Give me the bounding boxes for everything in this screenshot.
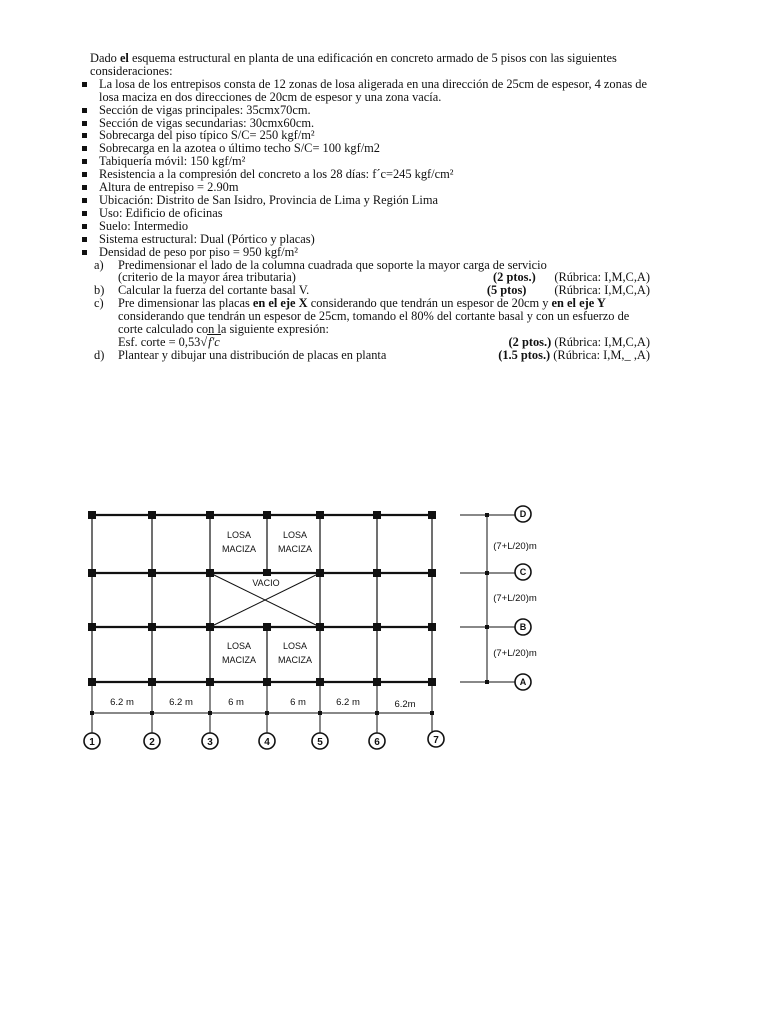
row-spacing-label: (7+L/20)m [493, 648, 537, 659]
slab-label: MACIZA [277, 655, 313, 665]
span-label: 6.2 m [336, 697, 360, 708]
column [148, 623, 156, 631]
rubric: (Rúbrica: I,M,C,A) [554, 270, 650, 285]
rubric: (Rúbrica: I,M,_ ,A) [553, 347, 650, 362]
consideration-item: Ubicación: Distrito de San Isidro, Provincia de Lima y Región Lima [80, 194, 650, 207]
question-c: c) Pre dimensionar las placas en el eje X considerando que tendrán un espesor de 20cm y en el eje Y considerando que tendrán un espesor de 25cm, tomando el 80% del cortante basal y con un esfuerzo de corte calculado con la siguiente expresión: Esf. corte = 0,53√f'c (2 ptos.) (Rúbrica: I,M,C,A) [94, 296, 650, 349]
question-a: a) Predimensionar el lado de la columna cuadrada que soporte la mayor carga de servicio (criterio de la mayor área tributaria) (2 ptos.) (Rúbrica: I,M,C,A) [94, 257, 650, 285]
span-label: 6.2 m [169, 697, 193, 708]
rubric: (Rúbrica: I,M,C,A) [554, 283, 650, 298]
dimension-tick [485, 625, 489, 629]
axis-label: C [519, 567, 527, 577]
span-label: 6.2m [394, 699, 416, 710]
slab-label: MACIZA [221, 544, 257, 554]
column [88, 623, 96, 631]
slab-label: LOSA [226, 641, 252, 651]
question-b: b) Calcular la fuerza del cortante basal V. (5 ptos) (Rúbrica: I,M,C,A) [94, 283, 650, 298]
span-dimension [90, 697, 434, 715]
consideration-item: Suelo: Intermedio [80, 220, 650, 233]
column [373, 623, 381, 631]
span-label: 6 m [228, 697, 244, 708]
axis-label: 6 [374, 737, 380, 748]
column [428, 511, 436, 519]
consideration-item: Altura de entrepiso = 2.90m [80, 181, 650, 194]
axis-label: 3 [207, 737, 213, 748]
column [263, 511, 271, 519]
consideration-item: Sección de vigas principales: 35cmx70cm. [80, 104, 650, 117]
column [206, 511, 214, 519]
dimension-tick [485, 513, 489, 517]
void-label: VACIO [252, 578, 280, 588]
slab-label: MACIZA [221, 655, 257, 665]
points: (1.5 ptos.) [498, 347, 551, 362]
column [88, 569, 96, 577]
span-label: 6 m [290, 697, 306, 708]
points: (2 ptos.) [493, 270, 536, 285]
column [206, 569, 214, 577]
column [428, 623, 436, 631]
axis-label: 7 [433, 735, 439, 746]
axis-label: B [519, 622, 527, 632]
axis-label: 4 [264, 737, 270, 748]
row-spacing-labels [493, 541, 537, 659]
question-d: d) Plantear y dibujar una distribución de placas en planta (1.5 ptos.) (Rúbrica: I,M,_ ,A) [94, 347, 650, 362]
column [428, 569, 436, 577]
shear-formula: Esf. corte = 0,53√f'c [118, 334, 220, 349]
dimension-tick [485, 571, 489, 575]
consideration-item: Tabiquería móvil: 150 kgf/m² [80, 155, 650, 168]
consideration-item: La losa de los entrepisos consta de 12 zonas de losa aligerada en una dirección de 25cm de espesor, 4 zonas de losa maciza en dos direcciones de 20cm de espesor y una zona vacía. [80, 78, 650, 104]
axis-label: 1 [89, 737, 95, 748]
column [206, 623, 214, 631]
consideration-item: Sobrecarga en la azotea o último techo S/C= 100 kgf/m2 [80, 142, 650, 155]
consideration-item: Resistencia a la compresión del concreto a los 28 días: f´c=245 kgf/cm² [80, 168, 650, 181]
column [148, 569, 156, 577]
slab-label: LOSA [226, 530, 252, 540]
consideration-item: Sistema estructural: Dual (Pórtico y placas) [80, 233, 650, 246]
consideration-item: Sobrecarga del piso típico S/C= 250 kgf/m² [80, 129, 650, 142]
column [263, 623, 271, 631]
axis-label: 2 [149, 737, 155, 748]
consideration-item: Densidad de peso por piso = 950 kgf/m² [80, 246, 650, 259]
column [263, 569, 271, 577]
column [316, 623, 324, 631]
slab-label: MACIZA [277, 544, 313, 554]
column [316, 569, 324, 577]
consideration-item: Uso: Edificio de oficinas [80, 207, 650, 220]
column [316, 511, 324, 519]
row-spacing-label: (7+L/20)m [493, 593, 537, 604]
slab-label: LOSA [282, 530, 308, 540]
grid-lines [92, 515, 432, 682]
problem-intro: Dado el esquema estructural en planta de una edificación en concreto armado de 5 pisos con las siguientes consideraciones: [90, 51, 617, 78]
column [88, 511, 96, 519]
axis-label: 5 [317, 737, 323, 748]
span-label: 6.2 m [110, 697, 134, 708]
column [373, 569, 381, 577]
dimension-tick [485, 680, 489, 684]
points: (5 ptos) [486, 283, 527, 298]
rubric: (Rúbrica: I,M,C,A) [554, 334, 650, 349]
column [148, 511, 156, 519]
axis-label: A [519, 677, 527, 687]
column [373, 511, 381, 519]
axis-label: D [519, 509, 527, 519]
column-axis-labels [89, 735, 439, 748]
row-spacing-label: (7+L/20)m [493, 541, 537, 552]
points: (2 ptos.) [508, 334, 552, 349]
consideration-item: Sección de vigas secundarias: 30cmx60cm. [80, 117, 650, 130]
slab-label: LOSA [282, 641, 308, 651]
